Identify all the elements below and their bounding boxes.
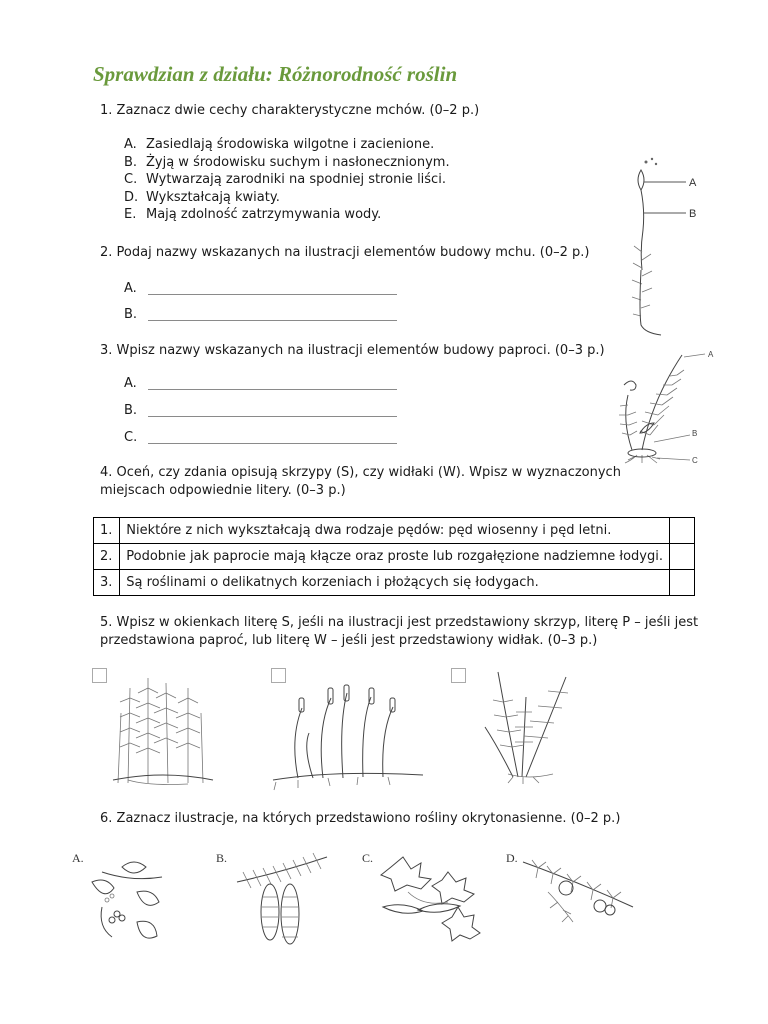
q1-option-e[interactable]: E. Mają zdolność zatrzymywania wody. — [124, 207, 382, 222]
q2-answer-b[interactable]: B. — [124, 307, 404, 325]
row-number: 3. — [94, 570, 120, 596]
plant-a-illustration — [82, 852, 182, 952]
q2-answer-a[interactable]: A. — [124, 281, 404, 299]
answer-cell-1[interactable] — [670, 518, 695, 544]
page-title: Sprawdzian z działu: Różnorodność roślin — [93, 62, 458, 86]
table-row — [94, 544, 695, 570]
q6-label-b[interactable]: B. — [216, 851, 228, 865]
q3-answer-b[interactable]: B. — [124, 403, 404, 421]
q3-answer-a[interactable]: A. — [124, 376, 404, 394]
answer-cell-2[interactable] — [670, 544, 695, 570]
moss-label-b: B — [689, 208, 697, 220]
q5-box-1[interactable] — [92, 668, 107, 683]
fern-label-a: A — [708, 350, 714, 359]
question-4: 4. Oceń, czy zdania opisują skrzypy (S), czy widłaki (W). Wpisz w wyznaczonych miejscach odpowiednie litery. (0–3 p.) — [100, 465, 621, 498]
question-2: 2. Podaj nazwy wskazanych na ilustracji elementów budowy mchu. (0–2 p.) — [100, 245, 590, 260]
q1-option-d[interactable]: D. Wykształcają kwiaty. — [124, 189, 280, 205]
horsetail-illustration — [108, 668, 218, 793]
row-number: 1. — [94, 518, 120, 544]
q6-label-d[interactable]: D. — [506, 851, 518, 865]
table-row — [94, 518, 695, 544]
q3-answer-c[interactable]: C. — [124, 430, 404, 448]
moss-capsule — [638, 170, 644, 190]
q1-options — [124, 136, 450, 224]
q5-box-3[interactable] — [451, 668, 466, 683]
plant-d-illustration — [518, 852, 638, 937]
question-1: 1. Zaznacz dwie cechy charakterystyczne mchów. (0–2 p.) — [100, 103, 480, 118]
q6-label-a[interactable]: A. — [72, 851, 84, 865]
question-6: 6. Zaznacz ilustracje, na których przedstawiono rośliny okrytonasienne. (0–2 p.) — [100, 811, 621, 826]
q1-option-c[interactable]: C. Wytwarzają zarodniki na spodniej stronie liści. — [124, 172, 446, 187]
q6-label-c[interactable]: C. — [362, 851, 374, 865]
fern-plant-illustration — [478, 662, 578, 787]
question-5: 5. Wpisz w okienkach literę S, jeśli na ilustracji jest przedstawiony skrzyp, literę P – jeśli jest przedstawiona paproć, lub literę W – jeśli jest przedstawiony widłak. (0–3 p.) — [100, 615, 699, 648]
plant-b-illustration — [232, 852, 332, 957]
row-statement: Podobnie jak paprocie mają kłącze oraz proste lub rozgałęzione nadziemne łodygi. — [120, 544, 670, 570]
moss-label-a: A — [689, 177, 697, 189]
question-3: 3. Wpisz nazwy wskazanych na ilustracji elementów budowy paproci. (0–3 p.) — [100, 343, 605, 358]
row-statement: Niektóre z nich wykształcają dwa rodzaje pędów: pęd wiosenny i pęd letni. — [120, 518, 670, 544]
answer-cell-3[interactable] — [670, 570, 695, 596]
plant-c-illustration — [378, 852, 496, 952]
row-statement: Są roślinami o delikatnych korzeniach i płożących się łodygach. — [120, 570, 670, 596]
fern-illustration — [612, 345, 722, 470]
moss-seta — [641, 190, 644, 270]
row-number: 2. — [94, 544, 120, 570]
fern-label-b: B — [692, 429, 698, 438]
fern-label-c: C — [692, 456, 698, 465]
moss-illustration — [618, 152, 708, 347]
table-row — [94, 570, 695, 596]
q4-table — [93, 517, 695, 596]
clubmoss-illustration — [268, 680, 428, 795]
q1-option-b[interactable]: B. Żyją w środowisku suchym i nasłonecznionym. — [124, 154, 450, 170]
q1-option-a[interactable]: A. Zasiedlają środowiska wilgotne i zacienione. — [124, 137, 435, 152]
